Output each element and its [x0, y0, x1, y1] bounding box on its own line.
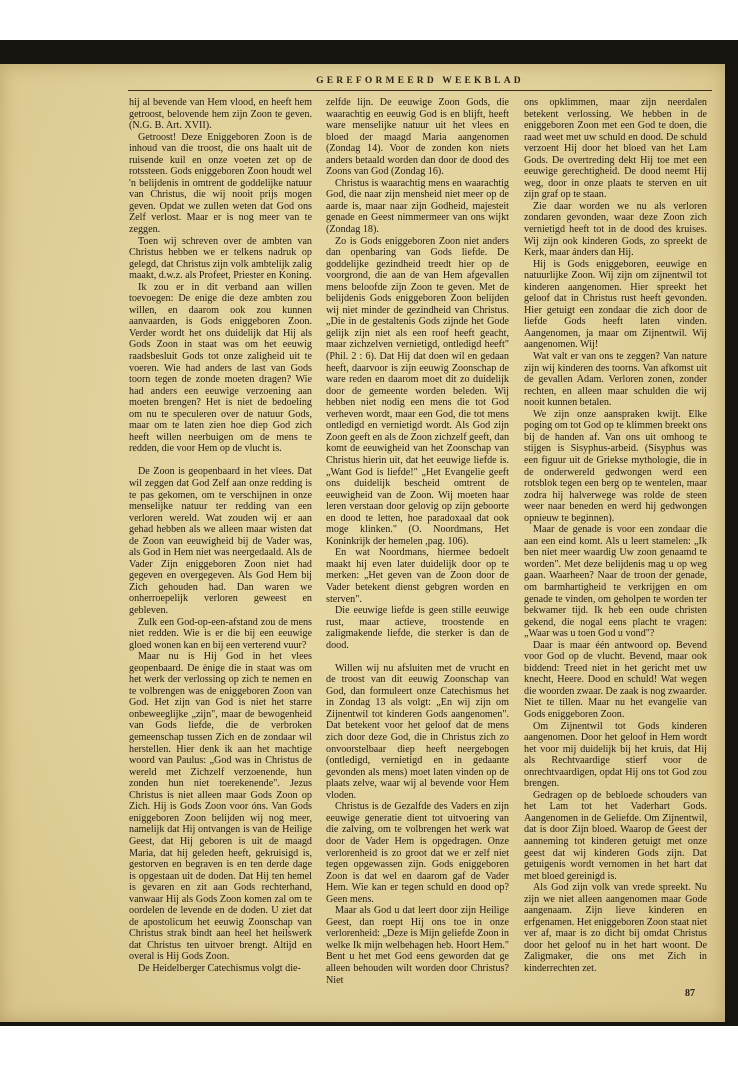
- text-column-middle: [326, 97, 509, 1002]
- paragraph: Ik zou er in dit verband aan willen toevoegen: De enige die deze ambten zou willen, en daarom ook zou kunnen aanvaarden, is Gods eniggeboren Zoon. Verder wordt het ons duidelijk dat Hij als Gods Zoon in staat was om het eeuwig raadsbesluit Gods tot onze zaligheid uit te voeren. Wie had anders de last van Gods toorn tegen de zonde moeten dragen? Wie had anders een eeuwige verzoening aan moeten brengen? Het is niet de bedoeling om nu te speculeren over de natuur Gods, maar om te laten zien hoe diep God zich heeft willen neerbuigen om de mens te redden, die voor Hem op de vlucht is.: [129, 281, 312, 455]
- paragraph: We zijn onze aanspraken kwijt. Elke poging om tot God op te klimmen breekt ons bij de handen af. Van ons uit omhoog te stijgen is Sisyphus-arbeid. (Sisyphus was een figuur uit de Griekse mythologie, die in de onderwereld gedwongen werd een rotsblok tegen een berg op te wentelen, maar zodra hij halverwege was rolde de steen weer naar beneden en werd hij gedwongen opnieuw te beginnen).: [524, 408, 707, 524]
- paragraph: Christus is de Gezalfde des Vaders en zijn eeuwige generatie dient tot uitvoering van die zalving, om te volbrengen het werk wat door de Vader Hem is opgedragen. Onze verlorenheid is zo groot dat we er zelf niet tegen opgewassen zijn. Gods eniggeboren Zoon is dat wel en daarom gaf de Vader Hem. Wie kan er tegen schuld en dood op? Geen mens.: [326, 801, 509, 905]
- paragraph: Hij is Gods eniggeboren, eeuwige en natuurlijke Zoon. Wij zijn om zijnentwil tot kinderen aangenomen. Hier spreekt het geloof dat in Christus rust heeft gevonden. Hier getuigt een zondaar die zich door de liefde Gods heeft laten vinden. Aangenomen, ja maar om Zijnentwil. Wij aangenomen. Wij!: [524, 258, 707, 351]
- paragraph: Zulk een God-op-een-afstand zou de mens niet redden. Wie is er die bij een eeuwige gloed wonen kan en bij een verterend vuur?: [129, 616, 312, 651]
- paragraph: hij al bevende van Hem vlood, en heeft hem getroost, belovende hem zijn Zoon te geven. (N.G. B. Art. XVII).: [129, 97, 312, 132]
- paragraph: Die eeuwige liefde is geen stille eeuwige rust, maar actieve, troostende en zaligmakende liefde, die sterker is dan de dood.: [326, 605, 509, 651]
- paragraph: Zie daar worden we nu als verloren zondaren gevonden, waar deze Zoon zich vernietigd heeft tot in de dood des kruises. Wij zijn ook kinderen Gods, zo spreekt de Kerk, maar ánders dan Hij.: [524, 200, 707, 259]
- masthead-rule: [128, 90, 712, 91]
- text-column-right: [524, 97, 707, 1002]
- paragraph: Wat valt er van ons te zeggen? Van nature zijn wij kinderen des toorns. Van afkomst uit de gevallen Adam. Verloren zonen, zonder rechten, en alleen maar schulden die wij nooit kunnen betalen.: [524, 351, 707, 409]
- paragraph: Gedragen op de bebloede schouders van het Lam tot het Vaderhart Gods. Aangenomen in de Geliefde. Om Zijnentwil, dat is door Zijn bloed. Waarop de Geest der aanneming tot kinderen getuigt met onze geest dat wij kinderen Gods zijn. Dat getuigenis wordt vernomen in het hart dat met bloed gereinigd is.: [524, 789, 707, 882]
- paragraph: Christus is waarachtig mens en waarachtig God, die naar zijn mensheid niet meer op de aarde is, maar naar zijn Godheid, majesteit genade en Geest nimmermeer van ons wijkt (Zondag 18).: [326, 177, 509, 236]
- paragraph: Maar nu is Hij God in het vlees geopenbaard. De ènige die in staat was om het werk der verlossing op zich te nemen en te volbrengen was de eniggeboren Zoon van God. Het zijn van God is niet het starre onbeweeglijke „zijn", maar de bewogenheid van Gods liefde, die de verbroken gemeenschap tussen Zich en de zondaar wil herstellen. Hier denk ik aan het machtige woord van Paulus: „God was in Christus de wereld met Zichzelf verzoenende, hun zonden hun niet toerekenende". Jezus Christus is niet alleen maar Gods Zoon op Zich. Hij is Gods Zoon voor óns. Van Gods eniggeboren Zoon belijden wij nog meer, namelijk dat Hij ontvangen is van de Heilige Geest, dat Hij geboren is uit de maagd Maria, dat hij geleden heeft, gekruisigd is, gestorven en begraven is en ten derde dage is opgestaan uit de doden. Dat Hij ten hemel is gevaren en zit aan Gods rechterhand, vanwaar Hij als Gods Zoon komen zal om te oordelen de levende en de doden. U ziet dat de apostolicum het eeuwig Zoonschap van Christus strak bindt aan heel het heilswerk dat Christus ten uitvoer brengt. Altijd en overal is Hij Gods Zoon.: [129, 651, 312, 963]
- paragraph: Als God zijn volk van vrede spreekt. Nu zijn we niet alleen aangenomen maar Gode aangenaam. Zijn lieve kinderen en erfgenamen. Het eniggeboren Zoon staat niet ver af, maar is zo dicht bij omdat Christus door het geloof nu in het hart woont. De Zaligmaker, die ons met Zich in kinderrechten zet.: [524, 882, 707, 975]
- paragraph: En wat Noordmans, hiermee bedoelt maakt hij even later duidelijk door op te merken: „Het geven van de Zoon door de Vader betekent dienst gebgren worden en sterven".: [326, 547, 509, 605]
- paragraph: Willen wij nu afsluiten met de vrucht en de troost van dit eeuwig Zoonschap van God, dan formuleert onze Catechismus het in Zondag 13 als volgt: „En wij zijn om Zijnentwil tot kinderen Gods aangenomen". Dat betekent voor het geloof dat de mens zich door deze God, die in Christus zich zo onvoorstelbaar diep heeft neergebogen (ontledigd, vernietigd en in gedaante gevonden als mens) moet laten vinden op de plaats zelve, waar wij al bevende voor Hem vloden.: [326, 662, 509, 801]
- paragraph: De Heidelberger Catechismus volgt die-: [138, 962, 301, 974]
- paragraph: Maar als God u dat leert door zijn Heilige Geest, dan roept Hij ons toe in onze verlorenheid: „Deze is Mijn geliefde Zoon in welke Ik mijn welbehagen heb. Hoort Hem." Bent u het met God eens geworden dat ge alleen behouden wilt worden door Christus? Niet: [326, 905, 509, 986]
- page-number: 87: [685, 988, 695, 999]
- masthead-title: GEREFORMEERD WEEKBLAD: [316, 76, 524, 86]
- paragraph: Maar de genade is voor een zondaar die aan een eind komt. Als u leert stamelen: „Ik ben niet meer waardig Uw zoon genaamd te worden". Met deze belijdenis mag u op weg gaan. Waarheen? Naar de troon der genade, om barmhartigheid te verkrijgen en om genade te vinden, om geholpen te worden ter bekwamer tijd. Ik heb een oude christen gekend, die nogal eens placht te vragen: „Waar was u toen God u vond"?: [524, 524, 707, 640]
- text-column-left: [129, 97, 312, 1002]
- paragraph: Daar is maar één antwoord op. Bevend voor God op de vlucht. Bevend, maar ook biddend: Treed niet in het gericht met uw knecht, Heere. Dood en schuld! Wat wegen die woorden zwaar. De zaak is nog zwaarder. Niet te tillen. Maar nu het evangelie van Gods eniggeboren Zoon.: [524, 639, 707, 720]
- paragraph: Zo is Gods eniggeboren Zoon niet anders dan openbaring van Gods liefde. De goddelijke gezindheid treedt hier op de voorgrond, die aan de van Hem afgevallen mens beloofde zijn Zoon te geven. Met de belijdenis Gods eniggeboren Zoon belijden wij niet minder de gezindheid van Christus. „Die in de gestaltenis Gods zijnde het Gode gelijk zijn niet als een roof heeft geacht, maar zichzelven vernietigd, ontledigd heeft" (Phil. 2 : 6). Dat Hij dat doen wil en gedaan heeft, daarvoor is zijn eeuwig Zoonschap de ware reden en daarom moet dit zo duidelijk door de gemeente worden beleden. Wij hebben niet nodig een mens die tot God verheven wordt, maar een God, die tot mens ontledigd en vernietigd wordt. Als God zijn Zoon geeft en als de Zoon zichzelf geeft, dan komt de eeuwigheid van het Zoonschap van Christus hierin uit, dat het eeuwige liefde is. „Want God is liefde!" „Het Evangelie geeft ons duidelijk bescheid omtrent de eeuwigheid van de Zoon. Wij moeten haar leren verstaan door gelovig op zijn geboorte en dood te letten, hoe paradoxaal dat ook moge klinken." (O. Noordmans, Het Koninkrijk der hemelen ,pag. 106).: [326, 235, 509, 547]
- paragraph: De Zoon is geopenbaard in het vlees. Dat wil zeggen dat God Zelf aan onze redding is te pas gekomen, om te verschijnen in onze menselijke natuur ter redding van een verloren wereld. Wat zouden wij er aan gehad hebben als we alleen maar wisten dat de Zoon van eeuwigheid bij de Vader was, als God in Hem niet was neergedaald. Als de Vader Zijn eniggeboren Zoon niet had gegeven en overgegeven. Als God Hem bij Zich gehouden had. Dan waren we onherroepelijk verloren geweest en gebleven.: [129, 466, 312, 617]
- paragraph: Om Zijnentwil tot Gods kinderen aangenomen. Door het geloof in Hem wordt het voor mij duidelijk bij het kruis, dat Hij als Rechtvaardige stierf voor de onrechtvaardigen, opdat Hij ons tot God zou brengen.: [524, 720, 707, 790]
- paragraph: zelfde lijn. De eeuwige Zoon Gods, die waarachtig en eeuwig God is en blijft, heeft ware menselijke natuur uit het vlees en bloed der maagd Maria aangenomen (Zondag 14). Voor de zonden kon niets anders betaald worden dan door de dood des Zoons van God (Zondag 16).: [326, 97, 509, 178]
- paragraph: Toen wij schreven over de ambten van Christus hebben we er telkens nadruk op gelegd, dat Christus zijn volk ambtelijk zalig maakt, d.w.z. als Profeet, Priester en Koning.: [129, 235, 312, 282]
- paragraph: Getroost! Deze Eniggeboren Zoon is de inhoud van die troost, die ons haalt uit de ruisende kuil en onze voeten zet op de rotssteen. Gods eniggeboren Zoon houdt wel 'n belijdenis in omtrent de goddelijke natuur van Christus, die wij nooit prijs mogen geven. Opdat we zullen weten dat God ons Zelf verlost. Maar er is nog meer van te zeggen.: [129, 131, 312, 236]
- paragraph: ons opklimmen, maar zijn neerdalen betekent verlossing. We hebben in de eniggeboren Zoon met een God te doen, die raad weet met uw schuld en dood. De schuld verzoent Hij door het bloed van het Lam Gods. De overtreding dekt Hij toe met een eeuwige gerechtigheid. De dood neemt Hij weg, door in onze plaats te sterven en uit zijn graf op te staan.: [524, 97, 707, 201]
